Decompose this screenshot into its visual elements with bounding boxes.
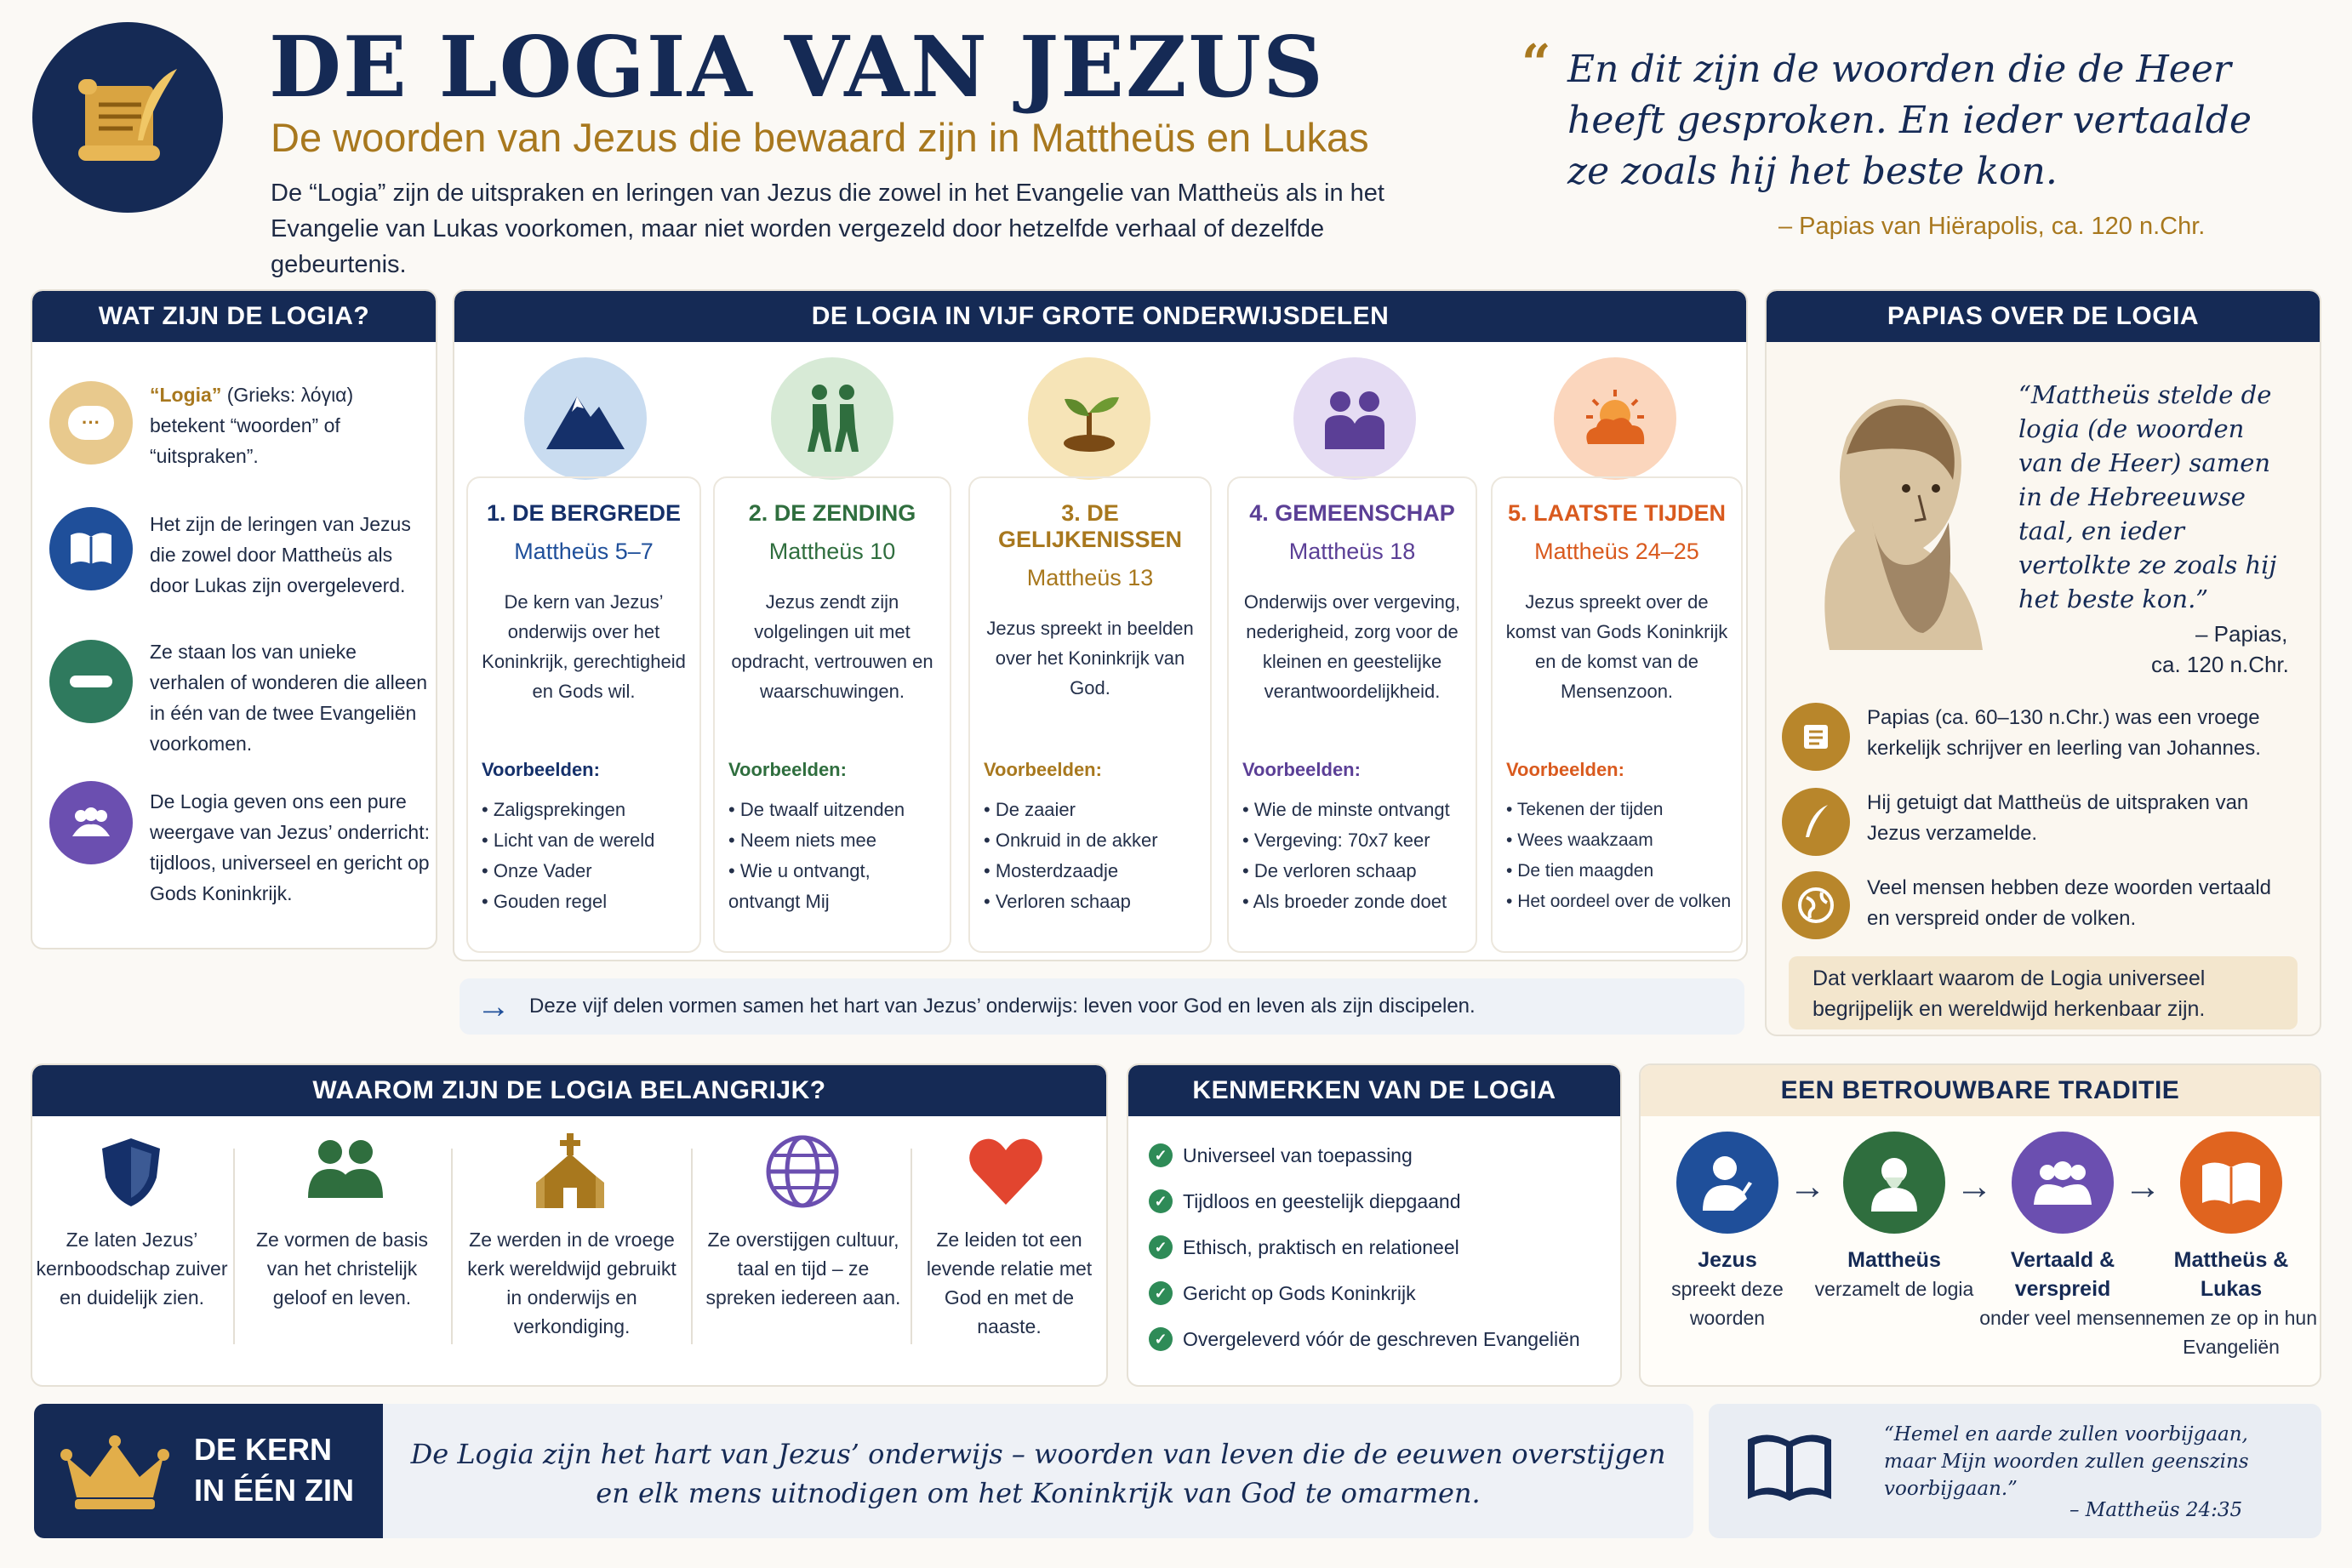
- list-item: [1149, 1278, 1617, 1309]
- what-item-1-lead: “Logia”: [150, 384, 222, 406]
- sprout-icon: [1028, 357, 1150, 480]
- examples-label: Voorbeelden:: [728, 759, 847, 780]
- page-subtitle: De woorden van Jezus die bewaard zijn in Mattheüs en Lukas: [271, 115, 1369, 160]
- why-item-5: Ze leiden tot een levende relatie met God en met de naaste.: [926, 1229, 1093, 1337]
- verse-text: “Hemel en aarde zullen voorbijgaan, maar Mijn woorden zullen geenszins voorbijgaan.”: [1884, 1423, 2249, 1500]
- book-icon: [49, 507, 133, 590]
- examples-list: [728, 795, 916, 917]
- list-item: • De zaaier: [984, 795, 1158, 825]
- part-desc: De kern van Jezus’ onderwijs over het Koninkrijk, gerechtigheid en Gods wil.: [482, 591, 686, 702]
- examples-list: [1506, 795, 1731, 917]
- list-item: • Onkruid in de akker: [984, 825, 1158, 856]
- papias-item-1: Papias (ca. 60–130 n.Chr.) was een vroege kerkelijk schrijver en leerling van Johannes.: [1867, 706, 2261, 760]
- list-item: • Onze Vader: [482, 856, 654, 887]
- church-icon: [531, 1132, 609, 1214]
- feature-text: Overgeleverd vóór de geschreven Evangeliën: [1183, 1328, 1580, 1350]
- list-item: • Neem niets mee: [728, 825, 916, 856]
- minus-circle-icon: [49, 640, 133, 723]
- list-item: • Licht van de wereld: [482, 825, 654, 856]
- part-title: 2. DE ZENDING: [748, 500, 916, 526]
- what-item-3: Ze staan los van unieke verhalen of wonderen die alleen in één van de twee Evangeliën voorkomen.: [150, 641, 428, 755]
- page-title: DE LOGIA VAN JEZUS: [269, 19, 1325, 117]
- bible-icon: [1743, 1426, 1836, 1515]
- core-label: [194, 1429, 354, 1511]
- step-name: Jezus: [1698, 1248, 1757, 1272]
- list-item: • Wie de minste ontvangt: [1242, 795, 1450, 825]
- why-item-1: Ze laten Jezus’ kernboodschap zuiver en duidelijk zien.: [36, 1229, 228, 1309]
- features-heading: KENMERKEN VAN DE LOGIA: [1128, 1065, 1620, 1116]
- papias-quote: “Mattheüs stelde de logia (de woorden van de Heer) samen in de Hebreeuwse taal, en ieder vertolkte ze zoals hij het beste kon.”: [2018, 380, 2277, 613]
- what-item-1: [150, 379, 422, 471]
- person-icon: [1676, 1132, 1778, 1234]
- list-item: • De verloren schaap: [1242, 856, 1450, 887]
- embrace-icon: [1293, 357, 1416, 480]
- papias-item-3: Veel mensen hebben deze woorden vertaald en verspreid onder de volken.: [1867, 876, 2272, 930]
- list-item: • Zaligsprekingen: [482, 795, 654, 825]
- list-item: • Mosterdzaadje: [984, 856, 1158, 887]
- feature-text: Tijdloos en geestelijk diepgaand: [1183, 1190, 1461, 1212]
- verse-ref: – Mattheüs 24:35: [2069, 1499, 2243, 1521]
- list-item: • Tekenen der tijden: [1506, 795, 1731, 825]
- papias-note: Dat verklaart waarom de Logia universeel begrijpelijk en wereldwijd herkenbaar zijn.: [1789, 956, 2298, 1029]
- what-heading: WAT ZIJN DE LOGIA?: [32, 291, 436, 342]
- part-card-3: [968, 476, 1212, 953]
- core-line-2: en elk mens uitnodigen om het Koninkrijk van God te omarmen.: [596, 1477, 1481, 1509]
- why-heading: WAAROM ZIJN DE LOGIA BELANGRIJK?: [32, 1065, 1106, 1116]
- group-icon: [49, 781, 133, 864]
- part-card-2: [713, 476, 951, 953]
- quote-mark: “: [1521, 34, 1551, 94]
- tradition-step-1: [1642, 1246, 1813, 1332]
- people-icon: [305, 1138, 386, 1204]
- list-item: • Wees waakzaam: [1506, 825, 1731, 856]
- divider: [451, 1149, 453, 1344]
- list-item: [1149, 1324, 1617, 1354]
- examples-label: Voorbeelden:: [1242, 759, 1361, 780]
- papias-portrait: [1778, 361, 2000, 650]
- list-item: [1149, 1140, 1617, 1171]
- step-name: Mattheüs: [1847, 1248, 1941, 1272]
- core-line-1: De Logia zijn het hart van Jezus’ onderwijs – woorden van leven die de eeuwen overstijgen: [410, 1438, 1666, 1470]
- list-item: • De tien maagden: [1506, 856, 1731, 887]
- papias-heading: PAPIAS OVER DE LOGIA: [1767, 291, 2320, 342]
- step-name: Vertaald & verspreid: [2010, 1248, 2115, 1301]
- papias-item-2: Hij getuigt dat Mattheüs de uitspraken van Jezus verzamelde.: [1867, 791, 2249, 845]
- examples-list: [984, 795, 1158, 917]
- part-desc: Jezus spreekt over de komst van Gods Koninkrijk en de komst van de Mensenzoon.: [1505, 591, 1728, 702]
- tradition-heading: EEN BETROUWBARE TRADITIE: [1641, 1065, 2320, 1116]
- what-item-2: Het zijn de leringen van Jezus die zowel door Mattheüs als door Lukas zijn overgeleverd.: [150, 513, 411, 596]
- why-item-3: Ze werden in de vroege kerk wereldwijd gebruikt in onderwijs en verkondiging.: [467, 1229, 676, 1337]
- mountain-icon: [524, 357, 647, 480]
- part-ref: Mattheüs 5–7: [514, 539, 654, 564]
- step-text: spreekt deze woorden: [1671, 1278, 1784, 1329]
- scroll-icon: [1782, 703, 1850, 771]
- arrow-right-icon: →: [1955, 1166, 1993, 1207]
- list-item: [1149, 1232, 1617, 1263]
- part-title: 3. DE GELIJKENISSEN: [997, 500, 1183, 552]
- examples-list: [1242, 795, 1450, 917]
- group-icon: [2012, 1132, 2114, 1234]
- step-text: verzamelt de logia: [1814, 1278, 1974, 1300]
- why-item-4: Ze overstijgen cultuur, taal en tijd – ze spreken iedereen aan.: [705, 1229, 901, 1309]
- quill-icon: [1782, 788, 1850, 856]
- part-ref: Mattheüs 18: [1288, 539, 1416, 564]
- step-text: onder veel mensen: [1979, 1307, 2146, 1329]
- five-footer-bar: [460, 978, 1744, 1035]
- sunset-cloud-icon: [1554, 357, 1676, 480]
- intro-text: De “Logia” zijn de uitspraken en leringen van Jezus die zowel in het Evangelie van Mattheüs als in het Evangelie van Lukas voorkomen, maar niet worden vergezeld door hetzelfde verhaal of dezelfde gebeurtenis.: [271, 180, 1384, 278]
- divider: [691, 1149, 693, 1344]
- tradition-step-2: [1809, 1246, 1979, 1303]
- check-icon: ✓: [1149, 1327, 1173, 1351]
- header-quote: En dit zijn de woorden die de Heer heeft gesproken. En ieder vertaalde ze zoals hij het beste kon.: [1567, 48, 2252, 193]
- step-name: Mattheüs & Lukas: [2173, 1248, 2289, 1301]
- scroll-quill-icon: [68, 62, 187, 173]
- globe-icon: [764, 1133, 841, 1214]
- feature-text: Gericht op Gods Koninkrijk: [1183, 1282, 1416, 1304]
- open-book-icon: [2180, 1132, 2282, 1234]
- check-icon: ✓: [1149, 1281, 1173, 1305]
- crown-icon: [60, 1434, 170, 1515]
- part-card-4: [1227, 476, 1477, 953]
- part-desc: Onderwijs over vergeving, nederigheid, zorg voor de kleinen en geestelijke verantwoordelijkheid.: [1243, 591, 1461, 702]
- list-item: • Verloren schaap: [984, 887, 1158, 917]
- apostle-icon: [1843, 1132, 1945, 1234]
- check-icon: ✓: [1149, 1143, 1173, 1167]
- tradition-step-4: [2144, 1246, 2318, 1361]
- part-ref: Mattheüs 24–25: [1534, 539, 1699, 564]
- list-item: • Als broeder zonde doet: [1242, 887, 1450, 917]
- part-desc: Jezus spreekt in beelden over het Koninkrijk van God.: [986, 618, 1194, 698]
- papias-attr-2: ca. 120 n.Chr.: [2151, 652, 2289, 677]
- list-item: • Het oordeel over de volken: [1506, 887, 1731, 917]
- five-footer-text: Deze vijf delen vormen samen het hart van Jezus’ onderwijs: leven voor God en leven als zijn discipelen.: [529, 995, 1476, 1018]
- header-quote-author: – Papias van Hiërapolis, ca. 120 n.Chr.: [1778, 213, 2206, 240]
- heart-icon: [967, 1135, 1045, 1211]
- papias-attr-1: – Papias,: [2195, 621, 2288, 647]
- five-heading: DE LOGIA IN VIJF GROTE ONDERWIJSDELEN: [454, 291, 1746, 342]
- features-list: [1149, 1140, 1617, 1354]
- arrow-right-icon: →: [477, 987, 511, 1025]
- why-item-2: Ze vormen de basis van het christelijk geloof en leven.: [256, 1229, 428, 1309]
- list-item: • De twaalf uitzenden: [728, 795, 916, 825]
- globe-icon: [1782, 871, 1850, 939]
- examples-label: Voorbeelden:: [1506, 759, 1624, 780]
- scroll-quill-logo: [32, 22, 223, 213]
- part-ref: Mattheüs 10: [768, 539, 896, 564]
- arrow-right-icon: →: [1789, 1166, 1826, 1207]
- part-title: 4. GEMEENSCHAP: [1249, 500, 1455, 526]
- examples-list: [482, 795, 654, 917]
- check-icon: ✓: [1149, 1189, 1173, 1213]
- divider: [911, 1149, 912, 1344]
- what-item-1-text: (Grieks: λόγια) betekent “woorden” of “uitspraken”.: [150, 384, 354, 467]
- shield-icon: [97, 1135, 165, 1212]
- speech-bubble-icon: ···: [49, 381, 133, 465]
- feature-text: Universeel van toepassing: [1183, 1144, 1413, 1166]
- list-item: • Gouden regel: [482, 887, 654, 917]
- examples-label: Voorbeelden:: [984, 759, 1102, 780]
- core-label-1: DE KERN: [194, 1432, 333, 1467]
- arrow-right-icon: →: [2124, 1166, 2161, 1207]
- step-text: nemen ze op in hun Evangeliën: [2144, 1307, 2318, 1358]
- feature-text: Ethisch, praktisch en relationeel: [1183, 1236, 1459, 1258]
- list-item: • Vergeving: 70x7 keer: [1242, 825, 1450, 856]
- what-item-4: De Logia geven ons een pure weergave van Jezus’ onderricht: tijdloos, universeel en gericht op Gods Koninkrijk.: [150, 790, 430, 904]
- list-item: • Wie u ontvangt, ontvangt Mij: [728, 856, 916, 917]
- tradition-step-3: [1978, 1246, 2148, 1332]
- core-label-2: IN ÉÉN ZIN: [194, 1473, 355, 1508]
- part-title: 1. DE BERGREDE: [486, 500, 682, 526]
- core-sentence: [408, 1434, 1668, 1513]
- list-item: [1149, 1186, 1617, 1217]
- part-title: 5. LAATSTE TIJDEN: [1507, 500, 1727, 526]
- part-desc: Jezus zendt zijn volgelingen uit met opdracht, vertrouwen en waarschuwingen.: [731, 591, 933, 702]
- part-ref: Mattheüs 13: [1026, 565, 1154, 590]
- check-icon: ✓: [1149, 1235, 1173, 1259]
- walking-disciples-icon: [771, 357, 893, 480]
- examples-label: Voorbeelden:: [482, 759, 600, 780]
- part-card-1: [466, 476, 701, 953]
- part-card-5: [1491, 476, 1743, 953]
